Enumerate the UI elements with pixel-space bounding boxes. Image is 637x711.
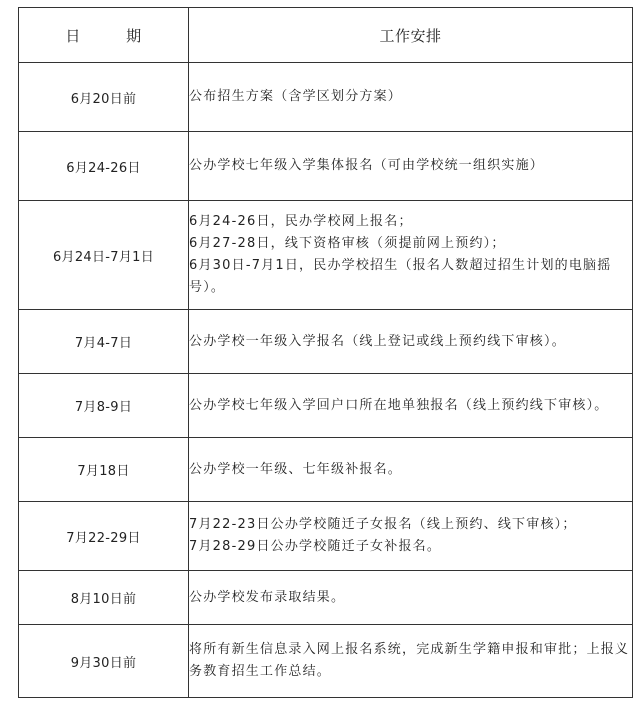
task-cell	[189, 374, 633, 438]
task-cell	[189, 63, 633, 132]
date-column-header: 日 期	[19, 8, 189, 63]
task-cell	[189, 625, 633, 698]
task-line: 7月28-29日公办学校随迁子女补报名。	[189, 539, 442, 554]
table-row	[19, 132, 633, 201]
table-row	[19, 310, 633, 374]
task-cell	[189, 571, 633, 625]
date-cell: 6月20日前	[19, 63, 189, 132]
date-cell: 7月22-29日	[19, 502, 189, 571]
task-line: 6月27-28日，线下资格审核（须提前网上预约）；	[189, 236, 506, 251]
task-line: 将所有新生信息录入网上报名系统，完成新生学籍申报和审批；上报义务教育招生工作总结。	[189, 642, 630, 679]
table-row	[19, 374, 633, 438]
table-row	[19, 201, 633, 310]
task-line: 公布招生方案（含学区划分方案）	[189, 89, 403, 104]
task-cell	[189, 201, 633, 310]
task-line: 6月30日-7月1日，民办学校招生（报名人数超过招生计划的电脑摇号）。	[189, 258, 612, 295]
task-line: 7月22-23日公办学校随迁子女报名（线上预约、线下审核）；	[189, 517, 577, 532]
date-cell: 9月30日前	[19, 625, 189, 698]
task-cell	[189, 310, 633, 374]
schedule-sheet	[18, 7, 632, 702]
task-column-header: 工作安排	[189, 8, 633, 63]
date-cell: 6月24-26日	[19, 132, 189, 201]
date-cell: 7月18日	[19, 438, 189, 502]
task-line: 公办学校一年级、七年级补报名。	[189, 461, 403, 477]
task-cell	[189, 132, 633, 201]
date-cell: 8月10日前	[19, 571, 189, 625]
task-line: 公办学校七年级入学回户口所在地单独报名（线上预约线下审核）。	[189, 397, 609, 413]
table-row	[19, 571, 633, 625]
table-row	[19, 625, 633, 698]
date-cell: 7月4-7日	[19, 310, 189, 374]
table-row	[19, 63, 633, 132]
task-cell	[189, 502, 633, 571]
task-line: 公办学校发布录取结果。	[189, 589, 346, 605]
table-row	[19, 502, 633, 571]
task-line: 公办学校一年级入学报名（线上登记或线上预约线下审核）。	[189, 333, 566, 349]
date-cell: 6月24日-7月1日	[19, 201, 189, 310]
date-cell: 7月8-9日	[19, 374, 189, 438]
table-row	[19, 438, 633, 502]
enrollment-schedule-table	[18, 7, 633, 698]
task-line: 公办学校七年级入学集体报名（可由学校统一组织实施）	[189, 158, 545, 173]
task-line: 6月24-26日，民办学校网上报名；	[189, 214, 413, 229]
task-cell	[189, 438, 633, 502]
table-header-row	[19, 8, 633, 63]
